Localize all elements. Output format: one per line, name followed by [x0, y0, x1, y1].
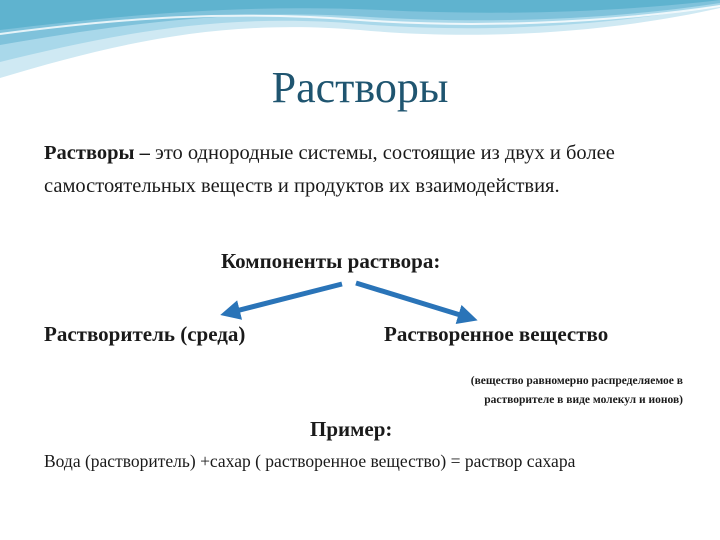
- solute-note: (вещество равномерно распределяемое в растворителе в виде молекул и ионов): [470, 375, 683, 406]
- components-heading: Компоненты раствора:: [221, 249, 441, 273]
- definition-text: это однородные системы, состоящие из двух и более самостоятельных веществ и продуктов их взаимодействия.: [44, 142, 615, 197]
- solvent-label: Растворитель (среда): [44, 322, 246, 346]
- definition-term: Растворы –: [44, 142, 150, 164]
- example-text: Вода (растворитель) +сахар ( растворенное вещество) = раствор сахара: [44, 451, 576, 471]
- slide-title: Растворы: [271, 63, 449, 112]
- arrow-right: [356, 283, 470, 318]
- example-heading: Пример:: [310, 417, 393, 441]
- arrow-left: [228, 284, 342, 313]
- solute-label: Растворенное вещество: [384, 322, 609, 346]
